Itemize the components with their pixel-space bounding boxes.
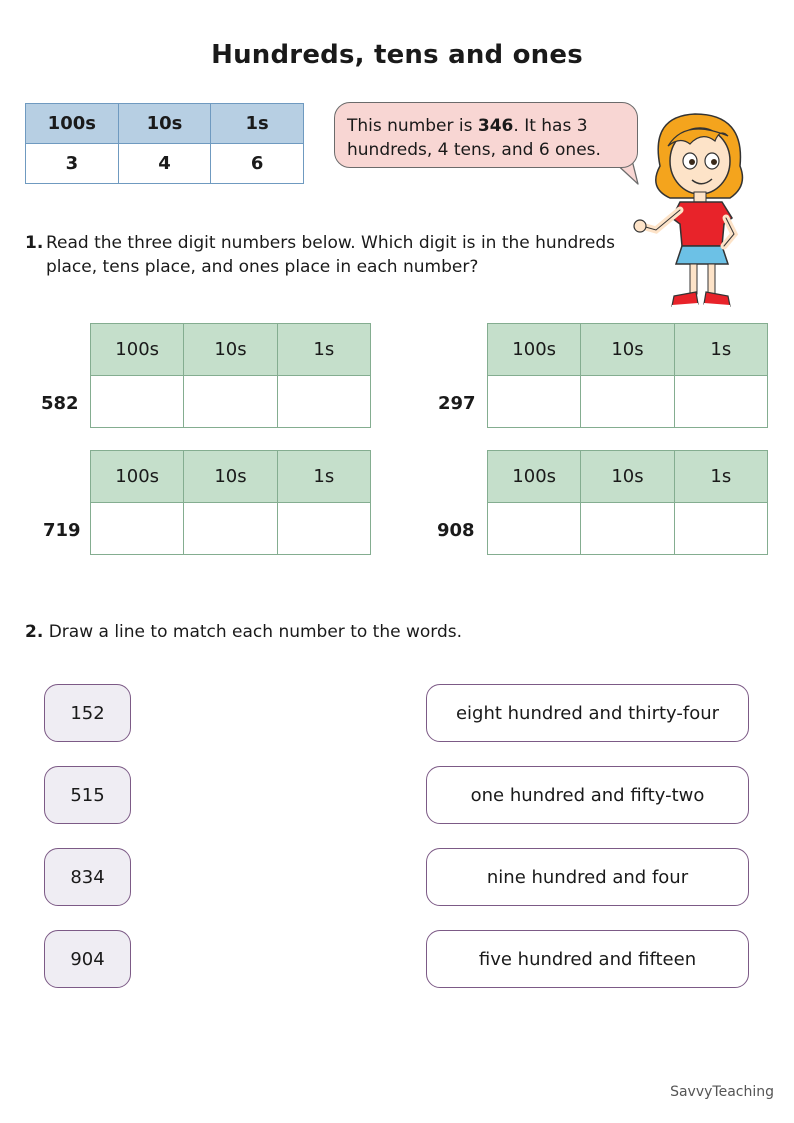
answer-cell-hundreds[interactable]: [91, 503, 184, 555]
header-tens: 10s: [581, 451, 674, 503]
header-hundreds: 100s: [91, 451, 184, 503]
answer-cell-tens[interactable]: [184, 503, 277, 555]
example-value-hundreds: 3: [26, 144, 119, 184]
question-1-number: 1.: [25, 233, 44, 253]
number-label-297: 297: [438, 393, 476, 414]
answer-cell-ones[interactable]: [277, 376, 370, 428]
number-label-719: 719: [43, 520, 81, 541]
header-ones: 1s: [277, 324, 370, 376]
example-header-tens: 10s: [118, 104, 211, 144]
match-number-box[interactable]: 152: [44, 684, 131, 742]
header-hundreds: 100s: [488, 324, 581, 376]
footer-brand: SavvyTeaching: [670, 1084, 774, 1100]
place-value-table-582: [90, 323, 371, 428]
speech-suffix: . It has 3 hundreds, 4 tens, and 6 ones.: [347, 116, 601, 160]
example-place-value-table: [25, 103, 304, 184]
number-label-582: 582: [41, 393, 79, 414]
answer-cell-hundreds[interactable]: [91, 376, 184, 428]
header-tens: 10s: [184, 451, 277, 503]
match-words-box[interactable]: one hundred and fifty-two: [426, 766, 749, 824]
match-number-box[interactable]: 834: [44, 848, 131, 906]
answer-cell-tens[interactable]: [581, 376, 674, 428]
match-number-box[interactable]: 904: [44, 930, 131, 988]
answer-cell-hundreds[interactable]: [488, 376, 581, 428]
header-hundreds: 100s: [91, 324, 184, 376]
answer-cell-hundreds[interactable]: [488, 503, 581, 555]
header-tens: 10s: [581, 324, 674, 376]
question-1: [25, 231, 635, 279]
answer-cell-ones[interactable]: [674, 376, 767, 428]
number-label-908: 908: [437, 520, 475, 541]
place-value-table-719: [90, 450, 371, 555]
match-words-box[interactable]: nine hundred and four: [426, 848, 749, 906]
match-words-box[interactable]: eight hundred and thirty-four: [426, 684, 749, 742]
match-number-box[interactable]: 515: [44, 766, 131, 824]
header-tens: 10s: [184, 324, 277, 376]
place-value-table-297: [487, 323, 768, 428]
speech-prefix: This number is: [347, 116, 478, 136]
header-ones: 1s: [674, 324, 767, 376]
match-words-box[interactable]: five hundred and fifteen: [426, 930, 749, 988]
header-hundreds: 100s: [488, 451, 581, 503]
speech-number: 346: [477, 116, 514, 136]
answer-cell-tens[interactable]: [581, 503, 674, 555]
question-2-number: 2.: [25, 622, 44, 642]
question-1-text: Read the three digit numbers below. Which digit is in the hundreds place, tens place, and ones place in each number?: [46, 233, 615, 277]
speech-bubble: [334, 102, 638, 168]
page-title: Hundreds, tens and ones: [211, 40, 583, 70]
answer-cell-ones[interactable]: [674, 503, 767, 555]
header-ones: 1s: [674, 451, 767, 503]
question-2: [25, 620, 462, 644]
answer-cell-tens[interactable]: [184, 376, 277, 428]
question-2-text: Draw a line to match each number to the words.: [48, 622, 463, 642]
place-value-table-908: [487, 450, 768, 555]
header-ones: 1s: [277, 451, 370, 503]
example-value-tens: 4: [118, 144, 211, 184]
example-header-hundreds: 100s: [26, 104, 119, 144]
girl-illustration: [630, 106, 760, 316]
example-header-ones: 1s: [211, 104, 304, 144]
answer-cell-ones[interactable]: [277, 503, 370, 555]
example-value-ones: 6: [211, 144, 304, 184]
